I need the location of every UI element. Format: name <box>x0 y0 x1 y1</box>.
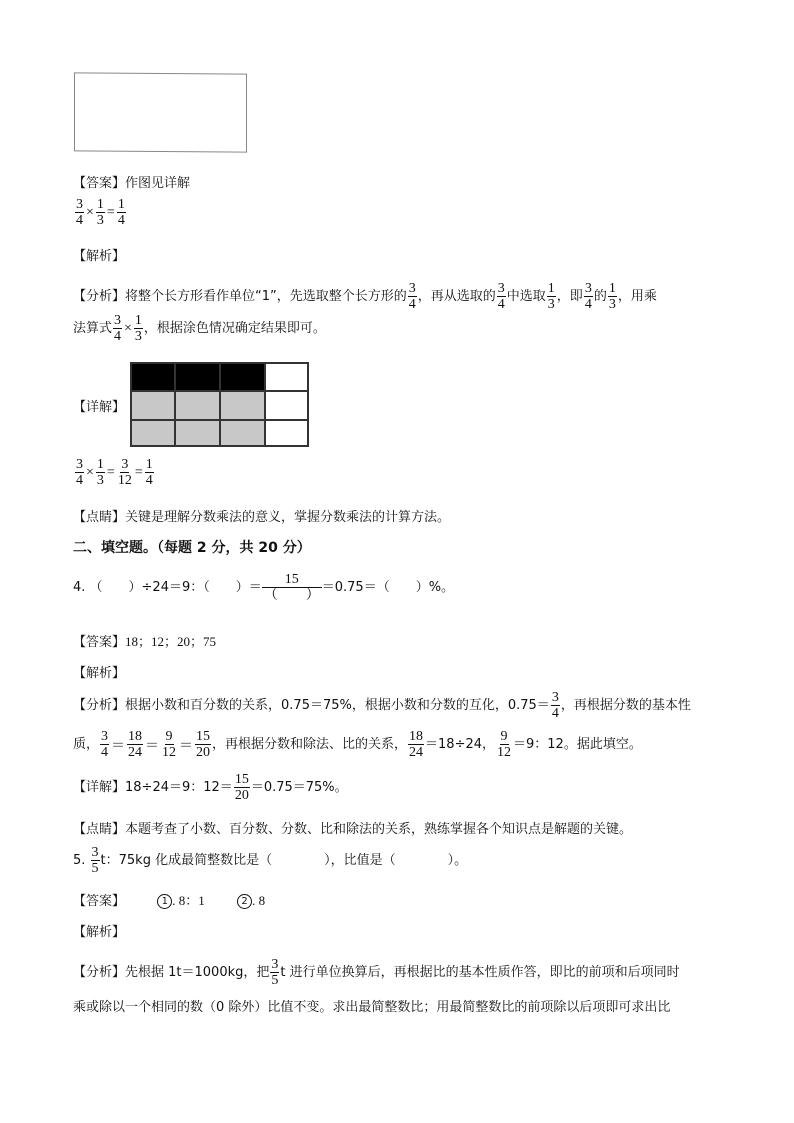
q5-analysis-line-1: 【分析】先根据 1t＝1000kg，把 $\frac{3}{5}$ t 进行单位换算后，再根据比的基本性质作答，即比的前项和后项同时 <box>73 957 680 988</box>
fraction: $\frac{3}{4}$ <box>76 197 83 228</box>
grid-cell-gray <box>220 420 265 446</box>
fraction: $\frac{1}{3}$ <box>96 197 104 228</box>
grid-cell-gray <box>220 391 265 420</box>
q4-answer: 【答案】18；12；20；75 <box>73 634 217 650</box>
answer-line-1 <box>73 172 190 191</box>
section-title: 二、填空题。（每题 2 分，共 20 分） <box>73 540 311 556</box>
detail-tag-1: 【详解】 <box>73 400 126 415</box>
q4-detail: 【详解】18÷24＝9：12＝ $\frac{15}{20}$ ＝0.75＝75%。 <box>73 772 348 803</box>
answer-tag: 【答案】 <box>73 176 126 191</box>
point-line-1: 【点睛】关键是理解分数乘法的意义，掌握分数乘法的计算方法。 <box>73 510 451 525</box>
q4-stem: 4. （ ）÷24＝9：（ ）＝ $\frac{15}{( )}$ ＝0.75＝（ ）%。 <box>73 572 455 603</box>
circled-number-2: 2 <box>237 894 252 909</box>
grid-cell-gray <box>131 391 175 420</box>
q5-analysis-line-2: 乘或除以一个相同的数（0 除外）比值不变。求出最简整数比；用最简整数比的前项除以后项即可求出比 <box>73 1000 671 1015</box>
grid-cell-black <box>131 363 175 391</box>
grid-cell-white <box>265 420 308 446</box>
grid-cell-white <box>265 363 308 391</box>
circled-number-1: 1 <box>157 894 172 909</box>
q4-analysis-line-2: 质， $\frac{3}{4}$ ＝ $\frac{18}{24}$ ＝ $\frac{9}{12}$ ＝ $\frac{15}{20}$ ，再根据分数和除法、比的关系， $\frac{18}{24}$ ＝18÷24， $\frac{9}{12}$ ＝9：12。据此填空。 <box>73 729 642 760</box>
grid-cell-black <box>220 363 265 391</box>
analysis-line-2: 法算式 $\frac{3}{4}$ × $\frac{1}{3}$ ，根据涂色情况确定结果即可。 <box>73 313 326 344</box>
shaded-rectangle-grid <box>130 362 309 447</box>
q5-jiexi: 【解析】 <box>73 925 126 940</box>
q5-stem: 5. $\frac{3}{5}$ t：75kg 化成最简整数比是（ ），比值是（ ）。 <box>73 845 468 876</box>
grid-cell-black <box>175 363 220 391</box>
q5-answer: 【答案】 1 . 8：1 2 . 8 <box>73 893 266 909</box>
grid-cell-gray <box>175 420 220 446</box>
blank-rectangle-figure <box>74 72 247 152</box>
q4-point: 【点睛】本题考查了小数、百分数、分数、比和除法的关系，熟练掌握各个知识点是解题的关键。 <box>73 822 633 837</box>
fraction: $\frac{1}{4}$ <box>117 197 125 228</box>
analysis-line-1: 【分析】将整个长方形看作单位“1”，先选取整个长方形的 $\frac{3}{4}$ ，再从选取的 $\frac{3}{4}$ 中选取 $\frac{1}{3}$ ，即 $\frac{3}{4}$ 的 $\frac{1}{3}$ ，用乘 <box>73 281 657 312</box>
grid-cell-gray <box>175 391 220 420</box>
answer-text: 作图见详解 <box>125 176 191 191</box>
formula-2: $\frac{3}{4}$ × $\frac{1}{3}$ = $\frac{3}{12}$ = $\frac{1}{4}$ <box>76 457 153 488</box>
formula-1: $\frac{3}{4}$ × $\frac{1}{3}$ = $\frac{1}{4}$ <box>76 197 125 228</box>
q4-analysis-line-1: 【分析】根据小数和百分数的关系，0.75＝75%，根据小数和分数的互化，0.75＝ $\frac{3}{4}$ ，再根据分数的基本性 <box>73 690 691 721</box>
q4-jiexi: 【解析】 <box>73 666 126 681</box>
jiexi-label-1: 【解析】 <box>73 249 126 264</box>
grid-cell-gray <box>131 420 175 446</box>
grid-cell-white <box>265 391 308 420</box>
